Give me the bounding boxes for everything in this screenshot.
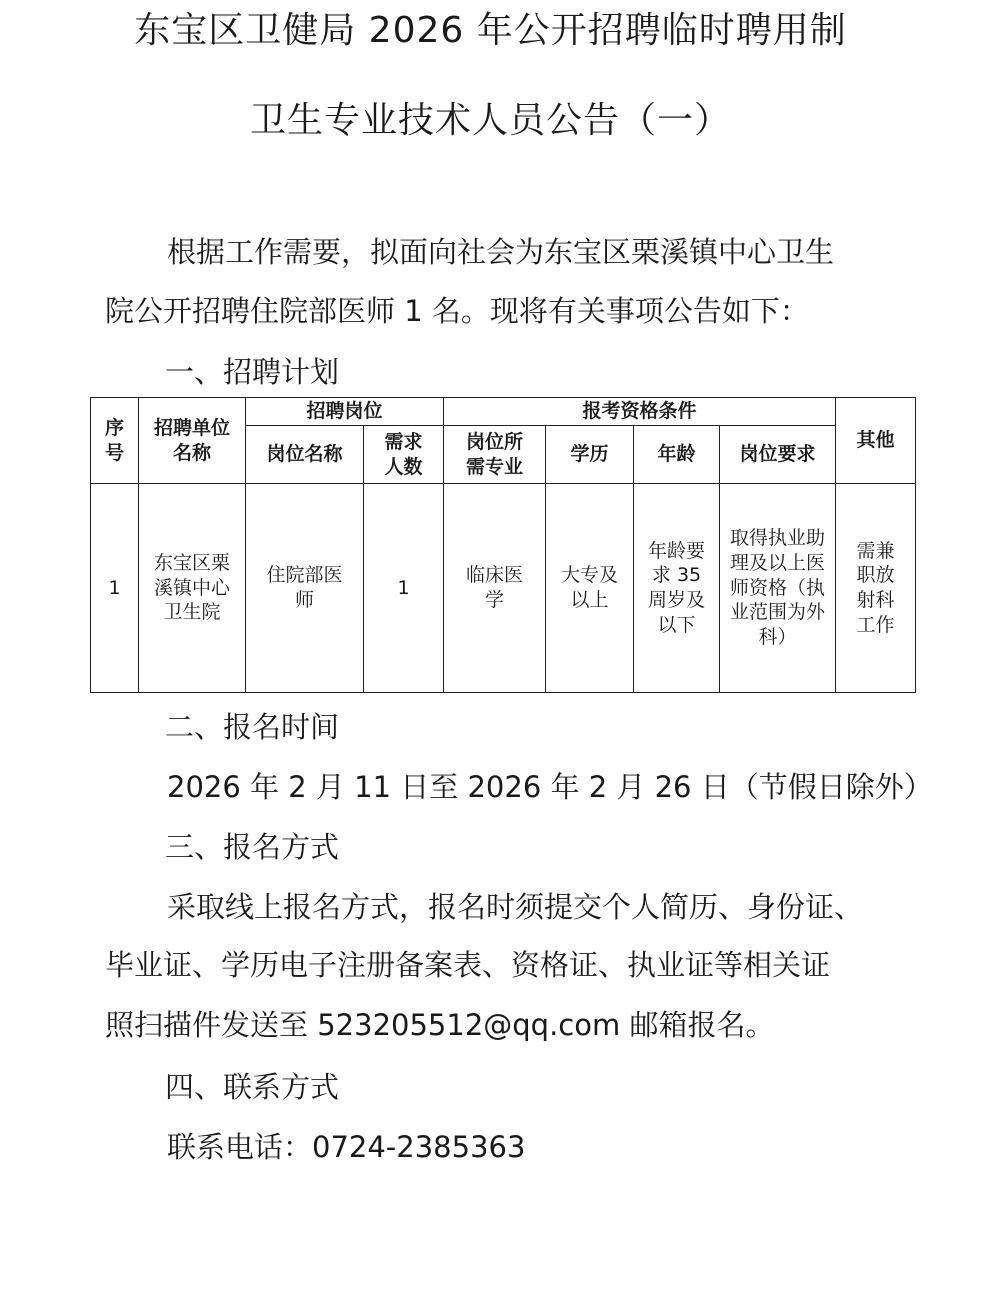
header-other: 其他 <box>836 398 916 484</box>
header-post-name: 岗位名称 <box>246 426 364 484</box>
table-row <box>91 484 916 693</box>
cell-post-count: 1 <box>364 484 444 693</box>
cell-education: 大专及以上 <box>546 484 634 693</box>
method-line-3: 照扫描件发送至 523205512@qq.com 邮箱报名。 <box>105 1008 775 1042</box>
header-age: 年龄 <box>634 426 720 484</box>
cell-age: 年龄要求 35 周岁及以下 <box>634 484 720 693</box>
header-major: 岗位所需专业 <box>444 426 546 484</box>
section-heading-time: 二、报名时间 <box>165 710 340 744</box>
contact-phone: 联系电话：0724-2385363 <box>167 1130 526 1164</box>
intro-line-1: 根据工作需要，拟面向社会为东宝区栗溪镇中心卫生 <box>167 235 835 269</box>
method-line-2: 毕业证、学历电子注册备案表、资格证、执业证等相关证 <box>105 948 831 982</box>
title-line-2: 卫生专业技术人员公告（一） <box>249 100 731 141</box>
section-heading-method: 三、报名方式 <box>165 830 340 864</box>
recruitment-plan-table <box>90 397 916 693</box>
cell-post-name: 住院部医师 <box>246 484 364 693</box>
header-post-requirement: 岗位要求 <box>720 426 836 484</box>
header-post-count: 需求人数 <box>364 426 444 484</box>
header-requirement-group: 报考资格条件 <box>444 398 836 426</box>
section-heading-contact: 四、联系方式 <box>165 1070 340 1104</box>
header-seq: 序号 <box>91 398 139 484</box>
cell-major: 临床医学 <box>444 484 546 693</box>
cell-other: 需兼职放射科工作 <box>836 484 916 693</box>
header-education: 学历 <box>546 426 634 484</box>
header-unit: 招聘单位名称 <box>139 398 246 484</box>
method-line-1: 采取线上报名方式，报名时须提交个人简历、身份证、 <box>167 890 864 924</box>
registration-time-text: 2026 年 2 月 11 日至 2026 年 2 月 26 日（节假日除外） <box>167 770 933 804</box>
cell-seq: 1 <box>91 484 139 693</box>
cell-unit: 东宝区栗溪镇中心卫生院 <box>139 484 246 693</box>
header-post-group: 招聘岗位 <box>246 398 444 426</box>
cell-post-requirement: 取得执业助理及以上医师资格（执业范围为外科） <box>720 484 836 693</box>
title-line-1: 东宝区卫健局 2026 年公开招聘临时聘用制 <box>134 10 847 51</box>
section-heading-plan: 一、招聘计划 <box>165 355 340 389</box>
table-header-row-1 <box>91 398 916 426</box>
intro-line-2: 院公开招聘住院部医师 1 名。现将有关事项公告如下： <box>105 294 809 328</box>
